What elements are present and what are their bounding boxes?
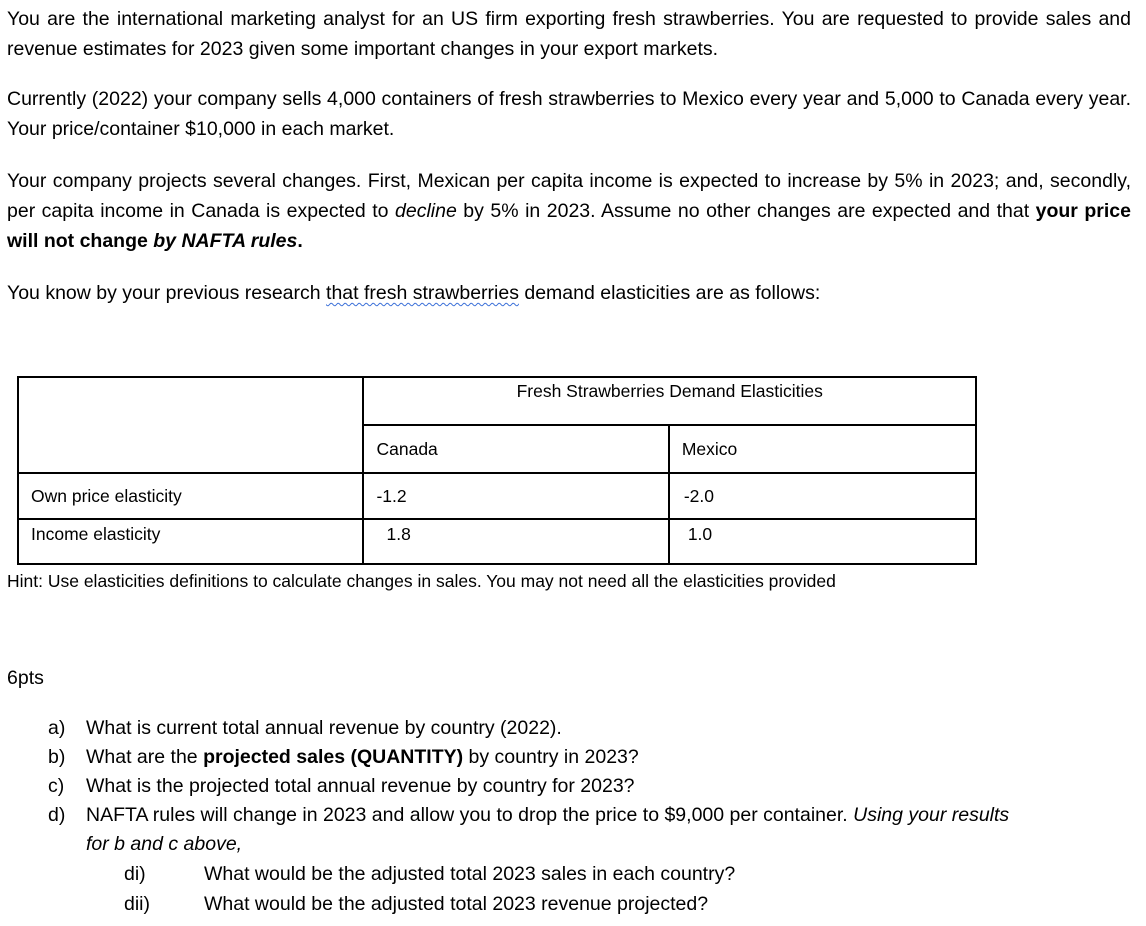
price-no-change-bold: your price will not change [7,200,1131,252]
intro-paragraph-1-text: You are the international marketing analyst for an US firm exporting fresh strawberries. You are requested to provide sales and revenue estimates for 2023 given some important changes in your export markets. [7,8,1131,60]
question-a-label: a) [48,717,66,739]
intro-paragraph-4-text-2: demand elasticities are as follows: [518,282,821,304]
intro-paragraph-2 [7,84,1131,144]
question-dii-text: What would be the adjusted total 2023 revenue projected? [204,893,709,915]
table-empty-corner-cell [18,377,363,473]
intro-paragraph-3-text: Your company projects several changes. First, Mexican per capita income is expected to increase by 5% in 2023; and, secondly, per capita income in Canada is expected to [7,170,1131,222]
question-di-text: What would be the adjusted total 2023 sales in each country? [204,863,736,885]
intro-paragraph-4-text: You know by your previous research [7,282,327,304]
question-b-text [86,743,1046,772]
intro-paragraph-3 [7,166,1131,256]
cell-mexico-income: 1.0 [669,519,976,564]
points-label: 6pts [7,667,44,689]
intro-paragraph-4 [7,278,1131,308]
table-title-row [18,377,976,425]
question-b-post: by country in 2023? [463,746,639,768]
decline-emphasis: decline [395,200,457,222]
intro-paragraph-1 [7,4,1131,64]
hint-text: Hint: Use elasticities definitions to calculate changes in sales. You may not need all the elasticities provided [7,571,836,591]
question-dii-label: dii) [124,893,151,915]
intro-paragraph-2-text: Currently (2022) your company sells 4,000 containers of fresh strawberries to Mexico every year and 5,000 to Canada every year. Your price/container $10,000 in each market. [7,88,1131,140]
question-d-label: d) [48,804,66,826]
question-b-pre: What are the [86,746,204,768]
row-label-own-price: Own price elasticity [18,473,363,519]
question-b-bold: projected sales (QUANTITY) [203,746,464,768]
question-d-pre: NAFTA rules will change in 2023 and allow you to drop the price to $9,000 per container. [86,804,854,826]
question-d-text [86,801,1036,859]
elasticities-table [17,376,977,565]
table-row [18,519,976,564]
column-header-mexico: Mexico [669,425,976,473]
question-c-label: c) [48,775,65,797]
nafta-rules-bold-italic: by NAFTA rules [153,230,298,252]
cell-canada-income: 1.8 [363,519,668,564]
row-label-income: Income elasticity [18,519,363,564]
table-row [18,473,976,519]
question-d-italic: Using your results for b and c above, [86,804,1010,855]
question-c-text: What is the projected total annual revenue by country for 2023? [86,775,635,797]
spellcheck-underlined-text: that fresh strawberries [326,282,519,304]
cell-canada-own-price: -1.2 [363,473,668,519]
table-title: Fresh Strawberries Demand Elasticities [363,377,976,425]
question-di-label: di) [124,863,146,885]
question-a-text: What is current total annual revenue by country (2022). [86,717,562,739]
cell-mexico-own-price: -2.0 [669,473,976,519]
question-b-label: b) [48,746,66,768]
column-header-canada: Canada [363,425,668,473]
intro-paragraph-3-end: . [297,230,303,252]
intro-paragraph-3-text-2: by 5% in 2023. Assume no other changes are expected and that [456,200,1036,222]
